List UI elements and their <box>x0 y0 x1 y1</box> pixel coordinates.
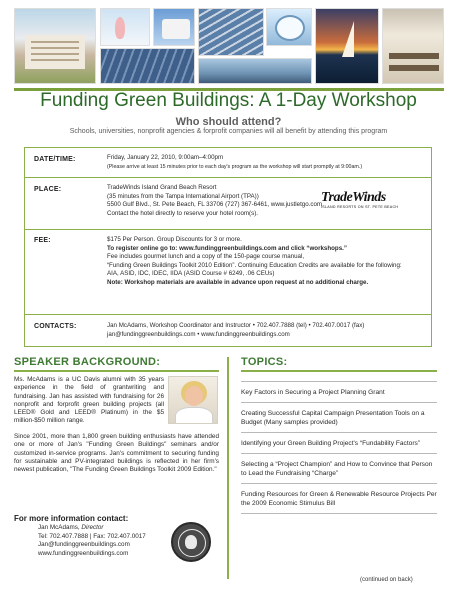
topics-underline <box>241 370 437 372</box>
contact-details: Jan McAdams, Director Tel: 702.407.7888 | Fax: 702.407.0017 Jan@fundinggreenbuildings.com www.fundinggreenbuildings.com <box>38 524 146 557</box>
page-title: Funding Green Buildings: A 1-Day Workshop <box>40 90 417 111</box>
contact-heading: For more information contact: <box>14 514 129 523</box>
column-divider <box>227 357 229 579</box>
divider <box>25 314 431 315</box>
divider <box>25 177 431 178</box>
topic-item: Funding Resources for Green & Renewable Resource Projects Per the 2009 Economic Stimulus Bill <box>241 484 437 514</box>
topic-item: Identifying your Green Building Project's “Fundability Factors” <box>241 433 437 454</box>
photo-wind-turbine <box>266 8 312 46</box>
fee-value: $175 Per Person. Group Discounts for 3 or more. To register online go to: www.fundinggreenbuildings.com and click “workshops.” Fee includes gourmet lunch and a copy of the 150-page course manual, “Funding Green Buildings Toolkit 2010 Edition”. Continuing Education Credits are available for the following: AIA, ASID, IDC, IDEC, IIDA (ASID Course # 6249, .06 CEUs) Note: Workshop materials are available in advance upon request at no additional charge. <box>107 236 402 286</box>
continued-note: (continued on back) <box>360 577 413 583</box>
topics-list <box>241 381 437 514</box>
speaker-para-1: Ms. McAdams is a UC Davis alumni with 35 years experience in the field of grantwriting and fundraising. Jan has assisted with fundraising for 26 nonprofit and forprofit green building projects (all LEED® Gold and LEED® Platinum) in the $5 million-$50 million range. <box>14 376 164 425</box>
photo-tram <box>153 8 195 46</box>
details-box <box>24 147 432 347</box>
photo-hotel <box>14 8 96 84</box>
photo-sunset-sailboat <box>315 8 379 84</box>
subtitle: Who should attend? <box>175 116 282 128</box>
speaker-heading: SPEAKER BACKGROUND: <box>14 356 161 368</box>
contacts-links[interactable]: jan@fundinggreenbuildings.com • www.fundinggreenbuildings.com <box>107 330 290 338</box>
fee-label: FEE: <box>34 237 51 244</box>
speaker-photo <box>168 376 218 424</box>
photo-conference-room <box>382 8 444 84</box>
photo-solar-panels <box>100 48 195 84</box>
tradewinds-logo: TradeWinds ISLAND RESORTS ON ST. PETE BEACH <box>321 190 399 209</box>
photo-banner <box>14 8 444 84</box>
photo-building <box>198 58 312 84</box>
date-label: DATE/TIME: <box>34 156 76 163</box>
place-label: PLACE: <box>34 186 62 193</box>
divider <box>25 229 431 230</box>
topic-item: Creating Successful Capital Campaign Presentation Tools on a Budget (Many samples provided) <box>241 403 437 433</box>
speaker-underline <box>14 370 219 372</box>
contacts-value: Jan McAdams, Workshop Coordinator and Instructor • 702.407.7888 (tel) • 702.407.0017 (fax) jan@fundinggreenbuildings.com • www.fundinggreenbuildings.com <box>107 322 365 338</box>
speaker-para-2: Since 2001, more than 1,800 green building enthusiasts have attended one or more of Jan's "Funding Green Buildings" seminars and/or customized in-service programs. Jan's commitment to securing funding for sustainable and PV-integrated buildings is reflected in her firm's newest publication, "The Funding Green Buildings Toolkit 2009 Edition." <box>14 433 219 474</box>
place-value: TradeWinds Island Grand Beach Resort (35 minutes from the Tampa International Airport (TPA)) 5500 Gulf Blvd., St. Pete Beach, FL 33706 (727) 367-6461, www.justletgo.com Contact the hotel directly to reserve your hotel room(s). <box>107 184 323 217</box>
topic-item: Selecting a “Project Champion” and How to Convince that Person to Lead the Fundraising “Charge” <box>241 454 437 484</box>
usgbc-member-seal-icon <box>171 522 211 562</box>
topic-item: Key Factors in Securing a Project Planning Grant <box>241 381 437 403</box>
photo-flamingo <box>100 8 150 46</box>
topics-heading: TOPICS: <box>241 356 288 368</box>
date-value: Friday, January 22, 2010, 9:00am–4:00pm (Please arrive at least 15 minutes prior to each day's program as the workshop will start promptly at 9:00am.) <box>107 154 363 170</box>
contacts-label: CONTACTS: <box>34 323 77 330</box>
photo-glass-roof <box>198 8 264 56</box>
contact-email[interactable]: Jan@fundinggreenbuildings.com <box>38 541 130 549</box>
register-link[interactable]: To register online go to: www.fundinggreenbuildings.com and click “workshops.” <box>107 244 347 252</box>
tagline: Schools, universities, nonprofit agencies & forprofit companies will all benefit by attending this program <box>69 128 388 135</box>
contact-website[interactable]: www.fundinggreenbuildings.com <box>38 549 129 557</box>
